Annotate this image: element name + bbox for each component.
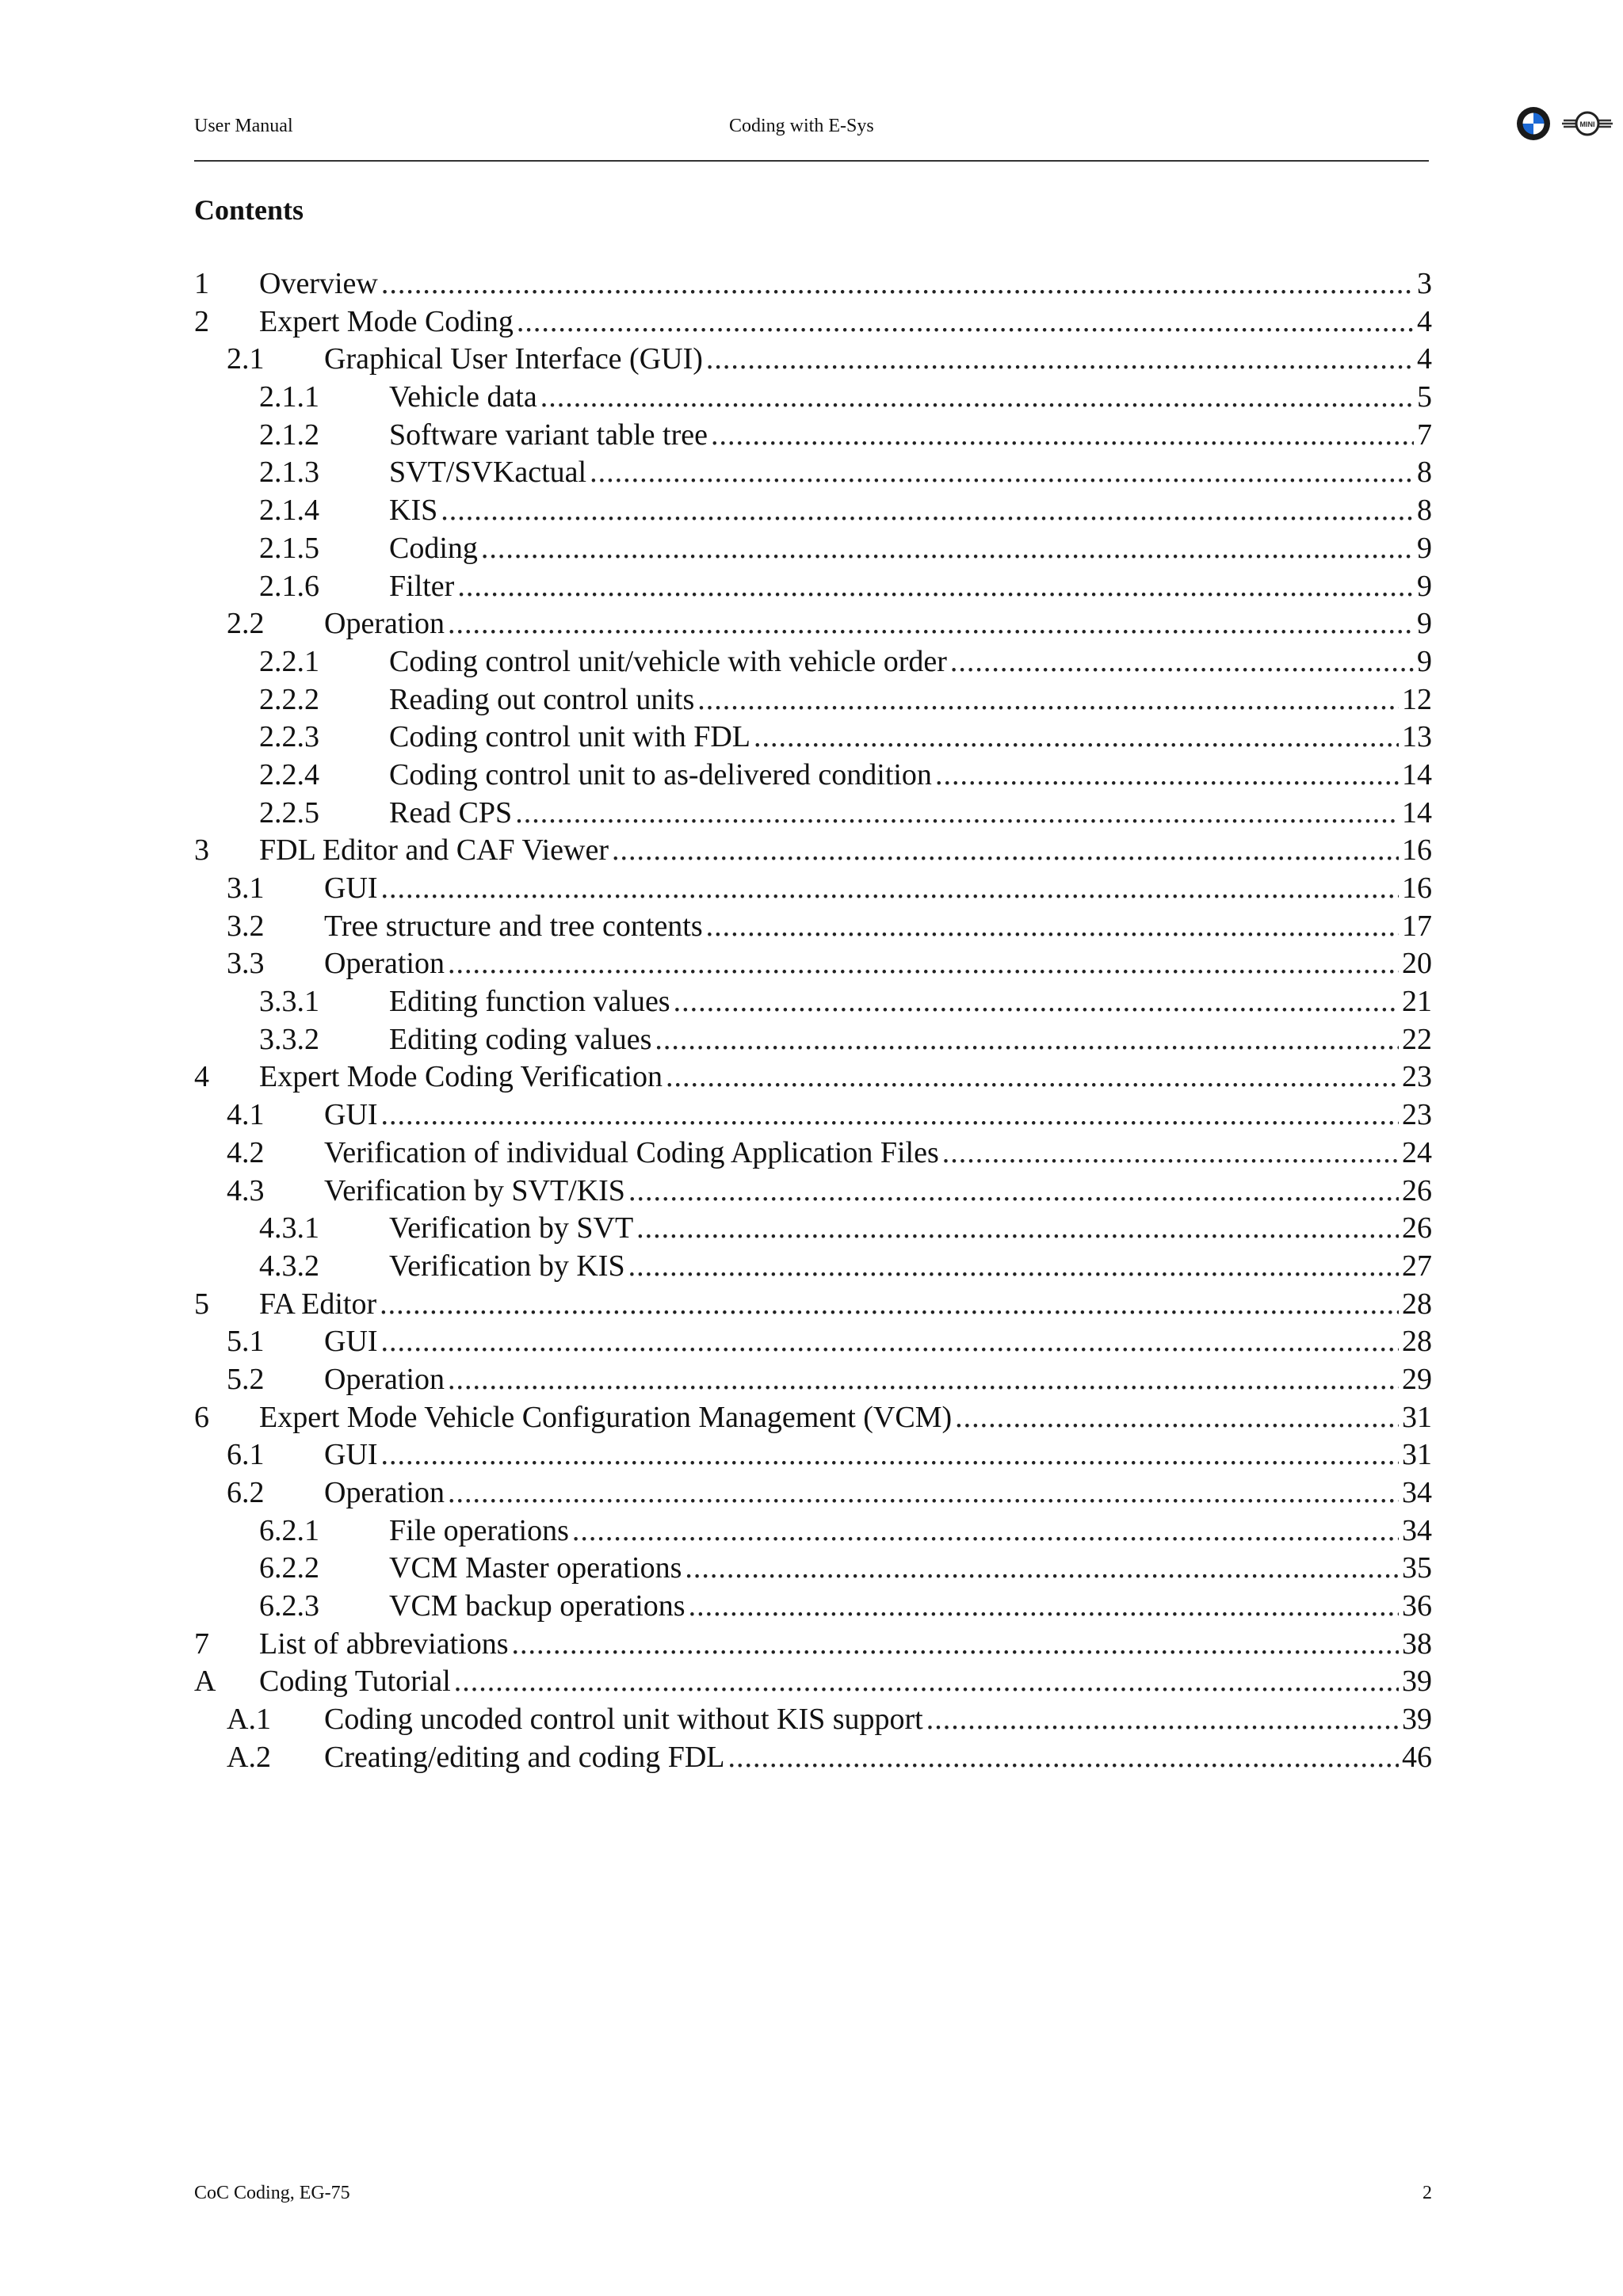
toc-entry-title: FA Editor bbox=[259, 1287, 377, 1321]
toc-entry-number: A.1 bbox=[227, 1703, 271, 1737]
toc-entry-title: Read CPS bbox=[389, 795, 513, 830]
toc-entry-page: 31 bbox=[1402, 1400, 1432, 1434]
toc-entry-number: 7 bbox=[194, 1627, 209, 1661]
toc-entry-page: 29 bbox=[1402, 1362, 1432, 1396]
toc-dot-leader bbox=[381, 1097, 1399, 1135]
toc-entry-title: Tree structure and tree contents bbox=[324, 909, 703, 943]
toc-entry[interactable] bbox=[194, 530, 1432, 568]
toc-dot-leader bbox=[754, 719, 1399, 757]
toc-entry-page: 3 bbox=[1417, 267, 1432, 300]
toc-entry[interactable] bbox=[194, 870, 1432, 908]
toc-entry-page: 23 bbox=[1402, 1098, 1432, 1132]
contents-heading: Contents bbox=[194, 194, 304, 226]
table-of-contents bbox=[194, 265, 1432, 1777]
toc-dot-leader bbox=[955, 1399, 1399, 1437]
toc-entry-number: 6.2.1 bbox=[259, 1513, 319, 1547]
toc-entry-title: Verification by SVT/KIS bbox=[324, 1173, 625, 1207]
toc-dot-leader bbox=[441, 492, 1414, 530]
toc-entry-title: Coding control unit to as-delivered condition bbox=[389, 757, 932, 791]
toc-entry-title: Operation bbox=[324, 1362, 445, 1396]
toc-dot-leader bbox=[711, 417, 1414, 455]
toc-entry-number: 4.3 bbox=[227, 1173, 265, 1207]
toc-entry-page: 16 bbox=[1402, 871, 1432, 905]
toc-entry-page: 8 bbox=[1417, 494, 1432, 528]
toc-entry[interactable] bbox=[194, 832, 1432, 870]
toc-entry-page: 9 bbox=[1417, 531, 1432, 565]
toc-entry[interactable] bbox=[194, 1248, 1432, 1286]
toc-dot-leader bbox=[515, 795, 1399, 833]
toc-entry-page: 9 bbox=[1417, 569, 1432, 603]
toc-entry-number: 2.1.6 bbox=[259, 569, 319, 603]
toc-entry[interactable] bbox=[194, 719, 1432, 757]
toc-entry[interactable] bbox=[194, 1058, 1432, 1097]
toc-entry-page: 17 bbox=[1402, 909, 1432, 943]
toc-entry-page: 4 bbox=[1417, 304, 1432, 338]
toc-entry-title: Expert Mode Vehicle Configuration Management (VCM) bbox=[259, 1400, 953, 1434]
toc-dot-leader bbox=[926, 1701, 1399, 1739]
toc-entry-number: 4.3.2 bbox=[259, 1249, 319, 1283]
footer-page-number: 2 bbox=[1423, 2183, 1432, 2203]
toc-entry-number: 2.2.4 bbox=[259, 757, 319, 791]
toc-entry-page: 9 bbox=[1417, 607, 1432, 641]
toc-entry-page: 20 bbox=[1402, 947, 1432, 981]
toc-dot-leader bbox=[950, 643, 1414, 681]
toc-entry-title: FDL Editor and CAF Viewer bbox=[259, 833, 609, 868]
toc-entry[interactable] bbox=[194, 945, 1432, 983]
toc-entry-number: 2.1.4 bbox=[259, 494, 319, 528]
toc-entry[interactable] bbox=[194, 1588, 1432, 1626]
toc-entry-page: 39 bbox=[1402, 1665, 1432, 1699]
toc-entry-number: 3.2 bbox=[227, 909, 265, 943]
toc-entry[interactable] bbox=[194, 1550, 1432, 1588]
toc-entry-page: 8 bbox=[1417, 456, 1432, 490]
toc-entry-page: 28 bbox=[1402, 1325, 1432, 1359]
toc-entry-number: 2.1 bbox=[227, 342, 265, 376]
toc-entry-number: 4.2 bbox=[227, 1135, 265, 1169]
toc-dot-leader bbox=[942, 1135, 1399, 1173]
toc-dot-leader bbox=[457, 568, 1414, 606]
toc-entry-page: 12 bbox=[1402, 682, 1432, 716]
toc-entry-page: 34 bbox=[1402, 1476, 1432, 1509]
toc-dot-leader bbox=[454, 1663, 1399, 1701]
toc-entry[interactable] bbox=[194, 417, 1432, 455]
toc-entry[interactable] bbox=[194, 681, 1432, 719]
toc-entry-number: 2.2 bbox=[227, 607, 265, 641]
toc-entry[interactable] bbox=[194, 1436, 1432, 1474]
bmw-logo-icon bbox=[1517, 107, 1550, 140]
toc-dot-leader bbox=[636, 1210, 1399, 1248]
toc-dot-leader bbox=[381, 870, 1399, 908]
toc-entry-number: 3.3 bbox=[227, 947, 265, 981]
toc-entry-page: 16 bbox=[1402, 833, 1432, 868]
toc-entry-title: File operations bbox=[389, 1513, 569, 1547]
toc-entry-title: Expert Mode Coding Verification bbox=[259, 1060, 663, 1094]
toc-dot-leader bbox=[685, 1550, 1399, 1588]
toc-entry[interactable] bbox=[194, 454, 1432, 492]
toc-entry-page: 4 bbox=[1417, 342, 1432, 376]
toc-dot-leader bbox=[706, 908, 1399, 946]
toc-entry-title: Operation bbox=[324, 947, 445, 981]
header-center-text: Coding with E-Sys bbox=[729, 116, 874, 136]
toc-entry[interactable] bbox=[194, 605, 1432, 643]
toc-entry-number: 1 bbox=[194, 267, 209, 300]
toc-entry-number: 3 bbox=[194, 833, 209, 868]
toc-entry-title: Editing coding values bbox=[389, 1022, 652, 1056]
toc-entry-title: Graphical User Interface (GUI) bbox=[324, 342, 703, 376]
toc-entry-number: 2.1.3 bbox=[259, 456, 319, 490]
brand-logos bbox=[1516, 100, 1623, 147]
toc-entry-number: 3.3.2 bbox=[259, 1022, 319, 1056]
toc-entry-number: 2.2.2 bbox=[259, 682, 319, 716]
toc-entry-number: 5.1 bbox=[227, 1325, 265, 1359]
toc-entry-number: 4 bbox=[194, 1060, 209, 1094]
toc-dot-leader bbox=[380, 1286, 1399, 1324]
toc-entry-number: 2.1.1 bbox=[259, 380, 319, 414]
toc-entry-title: Overview bbox=[259, 267, 378, 300]
toc-entry-title: Coding control unit with FDL bbox=[389, 720, 750, 754]
toc-dot-leader bbox=[628, 1173, 1399, 1211]
toc-dot-leader bbox=[448, 1474, 1399, 1512]
toc-dot-leader bbox=[674, 983, 1399, 1021]
toc-entry-page: 23 bbox=[1402, 1060, 1432, 1094]
toc-entry-title: Verification by KIS bbox=[389, 1249, 625, 1283]
toc-entry-page: 26 bbox=[1402, 1173, 1432, 1207]
toc-entry[interactable] bbox=[194, 1323, 1432, 1361]
toc-entry[interactable] bbox=[194, 1399, 1432, 1437]
toc-entry[interactable] bbox=[194, 795, 1432, 833]
toc-entry[interactable] bbox=[194, 1512, 1432, 1550]
toc-dot-leader bbox=[612, 832, 1399, 870]
toc-entry-title: List of abbreviations bbox=[259, 1627, 509, 1661]
toc-entry-title: Coding bbox=[389, 531, 478, 565]
toc-entry-number: 3.3.1 bbox=[259, 985, 319, 1019]
toc-entry-number: 2.1.2 bbox=[259, 418, 319, 452]
toc-entry-page: 5 bbox=[1417, 380, 1432, 414]
toc-entry[interactable] bbox=[194, 1210, 1432, 1248]
toc-entry-title: Verification of individual Coding Application Files bbox=[324, 1135, 939, 1169]
toc-entry-page: 24 bbox=[1402, 1135, 1432, 1169]
toc-entry-number: A.2 bbox=[227, 1740, 271, 1774]
toc-entry-page: 34 bbox=[1402, 1513, 1432, 1547]
toc-entry-number: 3.1 bbox=[227, 871, 265, 905]
toc-entry-number: 5 bbox=[194, 1287, 209, 1321]
mini-logo-text: MINI bbox=[1579, 120, 1595, 128]
toc-entry-number: 2.1.5 bbox=[259, 531, 319, 565]
toc-entry[interactable] bbox=[194, 983, 1432, 1021]
toc-entry-title: Creating/editing and coding FDL bbox=[324, 1740, 725, 1774]
toc-entry-title: GUI bbox=[324, 1325, 378, 1359]
toc-entry-page: 46 bbox=[1402, 1740, 1432, 1774]
toc-entry-page: 26 bbox=[1402, 1211, 1432, 1245]
toc-entry[interactable] bbox=[194, 908, 1432, 946]
toc-entry-title: Editing function values bbox=[389, 985, 670, 1019]
toc-entry-number: 5.2 bbox=[227, 1362, 265, 1396]
toc-dot-leader bbox=[540, 379, 1414, 417]
toc-entry-page: 36 bbox=[1402, 1589, 1432, 1623]
toc-dot-leader bbox=[935, 757, 1399, 795]
toc-dot-leader bbox=[628, 1248, 1399, 1286]
toc-entry-title: VCM backup operations bbox=[389, 1589, 685, 1623]
toc-entry-page: 7 bbox=[1417, 418, 1432, 452]
toc-entry-page: 21 bbox=[1402, 985, 1432, 1019]
toc-entry-number: 6.2.3 bbox=[259, 1589, 319, 1623]
toc-entry-number: 6.1 bbox=[227, 1438, 265, 1472]
toc-entry[interactable] bbox=[194, 265, 1432, 303]
toc-entry[interactable] bbox=[194, 1361, 1432, 1399]
toc-entry-number: 4.3.1 bbox=[259, 1211, 319, 1245]
toc-entry-number: 4.1 bbox=[227, 1098, 265, 1132]
toc-entry-title: Filter bbox=[389, 569, 455, 603]
toc-entry-number: A bbox=[194, 1665, 216, 1699]
toc-entry[interactable] bbox=[194, 1021, 1432, 1059]
toc-dot-leader bbox=[572, 1512, 1399, 1550]
toc-entry[interactable] bbox=[194, 1286, 1432, 1324]
toc-entry-number: 2.2.1 bbox=[259, 644, 319, 678]
toc-dot-leader bbox=[517, 303, 1414, 341]
toc-entry[interactable] bbox=[194, 1097, 1432, 1135]
header-left-text: User Manual bbox=[194, 116, 293, 136]
toc-entry-number: 6 bbox=[194, 1400, 209, 1434]
toc-entry[interactable] bbox=[194, 341, 1432, 379]
toc-entry-number: 2.2.3 bbox=[259, 720, 319, 754]
header-rule bbox=[194, 160, 1429, 162]
toc-entry-page: 14 bbox=[1402, 757, 1432, 791]
mini-logo-icon bbox=[1562, 113, 1613, 135]
toc-entry-page: 9 bbox=[1417, 644, 1432, 678]
toc-entry[interactable] bbox=[194, 303, 1432, 341]
toc-dot-leader bbox=[590, 454, 1414, 492]
toc-entry-page: 27 bbox=[1402, 1249, 1432, 1283]
toc-dot-leader bbox=[706, 341, 1414, 379]
toc-entry-page: 39 bbox=[1402, 1703, 1432, 1737]
toc-entry-page: 13 bbox=[1402, 720, 1432, 754]
toc-entry-title: Reading out control units bbox=[389, 682, 695, 716]
toc-dot-leader bbox=[666, 1058, 1399, 1097]
toc-dot-leader bbox=[448, 1361, 1399, 1399]
toc-dot-leader bbox=[381, 265, 1414, 303]
toc-entry-title: Coding Tutorial bbox=[259, 1665, 451, 1699]
toc-entry-number: 6.2.2 bbox=[259, 1551, 319, 1585]
toc-dot-leader bbox=[448, 945, 1399, 983]
toc-dot-leader bbox=[511, 1626, 1399, 1664]
toc-entry-number: 2.2.5 bbox=[259, 795, 319, 830]
toc-entry-title: KIS bbox=[389, 494, 438, 528]
toc-dot-leader bbox=[381, 1436, 1399, 1474]
toc-entry-title: Verification by SVT bbox=[389, 1211, 634, 1245]
toc-entry-title: GUI bbox=[324, 871, 378, 905]
footer-doc-id: CoC Coding, EG-75 bbox=[194, 2183, 350, 2203]
toc-entry-number: 2 bbox=[194, 304, 209, 338]
toc-entry[interactable] bbox=[194, 1701, 1432, 1739]
toc-entry-title: SVT/SVKactual bbox=[389, 456, 587, 490]
toc-entry-title: VCM Master operations bbox=[389, 1551, 682, 1585]
toc-entry-page: 14 bbox=[1402, 795, 1432, 830]
toc-entry[interactable] bbox=[194, 1626, 1432, 1664]
toc-entry-page: 22 bbox=[1402, 1022, 1432, 1056]
toc-entry-title: Coding uncoded control unit without KIS support bbox=[324, 1703, 923, 1737]
toc-entry-number: 6.2 bbox=[227, 1476, 265, 1509]
toc-entry-title: Coding control unit/vehicle with vehicle order bbox=[389, 644, 947, 678]
toc-entry-title: GUI bbox=[324, 1098, 378, 1132]
toc-entry-title: Vehicle data bbox=[389, 380, 537, 414]
toc-dot-leader bbox=[381, 1323, 1399, 1361]
toc-dot-leader bbox=[728, 1739, 1399, 1777]
toc-entry-title: Operation bbox=[324, 1476, 445, 1509]
toc-entry[interactable] bbox=[194, 1135, 1432, 1173]
toc-entry[interactable] bbox=[194, 1474, 1432, 1512]
toc-entry-page: 35 bbox=[1402, 1551, 1432, 1585]
toc-entry[interactable] bbox=[194, 492, 1432, 530]
toc-entry[interactable] bbox=[194, 568, 1432, 606]
toc-entry-title: Operation bbox=[324, 607, 445, 641]
toc-entry-page: 28 bbox=[1402, 1287, 1432, 1321]
toc-dot-leader bbox=[481, 530, 1414, 568]
toc-entry-page: 38 bbox=[1402, 1627, 1432, 1661]
toc-dot-leader bbox=[655, 1021, 1399, 1059]
toc-entry[interactable] bbox=[194, 379, 1432, 417]
toc-entry[interactable] bbox=[194, 1663, 1432, 1701]
toc-dot-leader bbox=[448, 605, 1414, 643]
toc-entry-title: Expert Mode Coding bbox=[259, 304, 514, 338]
page-header bbox=[194, 113, 1595, 144]
toc-dot-leader bbox=[697, 681, 1399, 719]
toc-dot-leader bbox=[689, 1588, 1399, 1626]
toc-entry-page: 31 bbox=[1402, 1438, 1432, 1472]
toc-entry[interactable] bbox=[194, 1173, 1432, 1211]
toc-entry[interactable] bbox=[194, 1739, 1432, 1777]
toc-entry-title: Software variant table tree bbox=[389, 418, 708, 452]
toc-entry[interactable] bbox=[194, 643, 1432, 681]
toc-entry-title: GUI bbox=[324, 1438, 378, 1472]
toc-entry[interactable] bbox=[194, 757, 1432, 795]
